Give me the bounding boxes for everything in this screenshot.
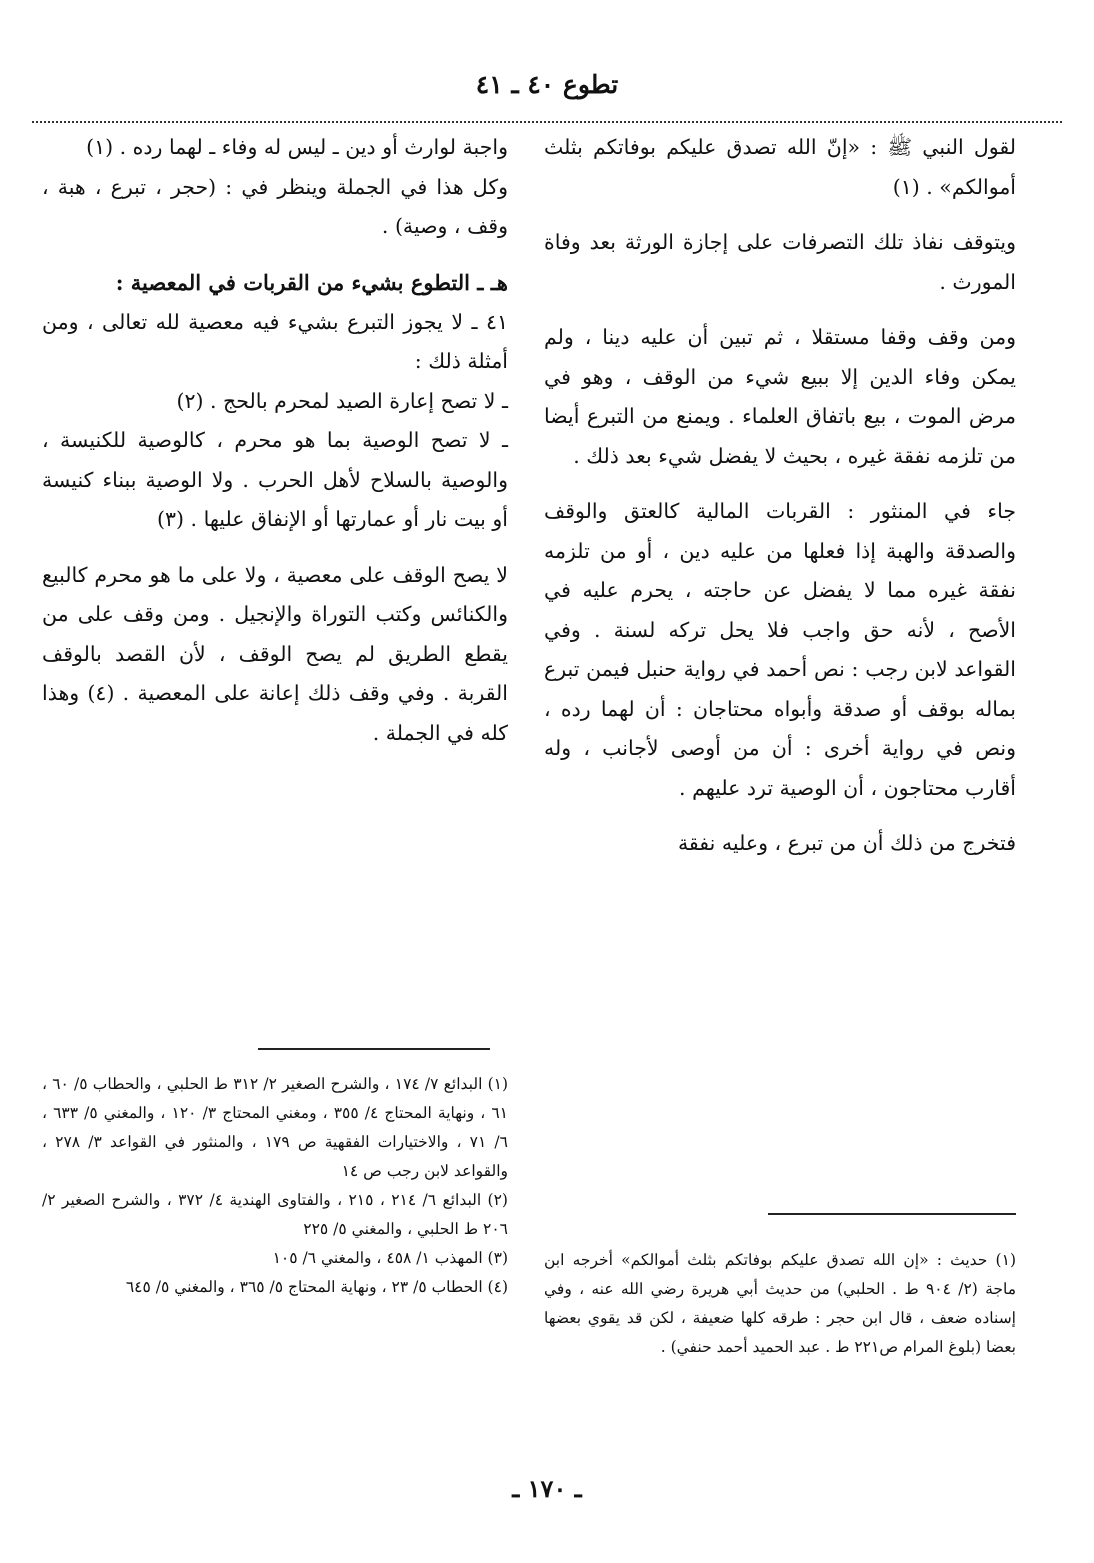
left-paragraph-1: واجبة لوارث أو دين ـ ليس له وفاء ـ لهما رده . (١)	[86, 135, 508, 159]
section-heading: هـ ـ التطوع بشيء من القربات في المعصية :	[115, 269, 508, 295]
left-column	[42, 128, 508, 769]
right-footnotes	[544, 1246, 1016, 1362]
right-footnote-divider	[768, 1213, 1016, 1215]
right-paragraph-1: لقول النبي ﷺ : «إنّ الله تصدق عليكم بوفاتكم بثلث أموالكم» . (١)	[544, 135, 1016, 199]
left-footnote-2: (٢) البدائع ٦/ ٢١٤ ، ٢١٥ ، والفتاوى الهندية ٤/ ٣٧٢ ، والشرح الصغير ٢/ ٢٠٦ ط الحلبي ، والمغني ٥/ ٢٢٥	[42, 1191, 508, 1238]
left-footnotes	[42, 1070, 508, 1302]
list-item-1: ـ لا تصح إعارة الصيد لمحرم بالحج . (٢)	[176, 388, 508, 413]
left-footnote-3: (٣) المهذب ١/ ٤٥٨ ، والمغني ٦/ ١٠٥	[272, 1249, 508, 1267]
right-paragraph-2: ويتوقف نفاذ تلك التصرفات على إجازة الورثة بعد وفاة المورث .	[544, 230, 1016, 294]
right-paragraph-5: فتخرج من ذلك أن من تبرع ، وعليه نفقة	[677, 831, 1016, 855]
page-number: ـ ١٧٠ ـ	[512, 1474, 582, 1503]
left-paragraph-2: وكل هذا في الجملة وينظر في : (حجر ، تبرع ، هبة ، وقف ، وصية) .	[42, 174, 508, 238]
left-footnote-divider	[258, 1048, 490, 1050]
left-footnote-4: (٤) الحطاب ٥/ ٢٣ ، ونهاية المحتاج ٥/ ٣٦٥ ، والمغني ٥/ ٦٤٥	[125, 1278, 508, 1296]
right-paragraph-4: جاء في المنثور : القربات المالية كالعتق والوقف والصدقة والهبة إذا فعلها من عليه دين ، أو من تلزمه نفقة غيره مما لا يفضل عن حاجته ، يحرم عليه في الأصح ، لأنه حق واجب فلا يحل تركه لسنة . وفي القواعد لابن رجب : نص أحمد في رواية حنبل فيمن تبرع بماله بوقف أو صدقة وأبواه محتاجان : أن لهما رده ، ونص في رواية أخرى : أن من أوصى لأجانب ، وله أقارب محتاجون ، أن الوصية ترد عليهم .	[544, 499, 1016, 800]
right-footnote-1: (١) حديث : «إن الله تصدق عليكم بوفاتكم بثلث أموالكم» أخرجه ابن ماجة (٢/ ٩٠٤ ط . الحلبي) من حديث أبي هريرة رضي الله عنه ، وفي إسناده ضعف ، قال ابن حجر : طرقه كلها ضعيفة ، لكن قد يقوي بعضها بعضا (بلوغ المرام ص٢٢١ ط . عبد الحميد أحمد حنفي) .	[544, 1251, 1016, 1356]
left-footnote-1: (١) البدائع ٧/ ١٧٤ ، والشرح الصغير ٢/ ٣١٢ ط الحلبي ، والحطاب ٥/ ٦٠ ، ٦١ ، ونهاية المحتاج ٤/ ٣٥٥ ، ومغني المحتاج ٣/ ١٢٠ ، والمغني ٥/ ٦٣٣ ، ٦/ ٧١ ، والاختيارات الفقهية ص ١٧٩ ، والمنثور في القواعد ٣/ ٢٧٨ ، والقواعد لابن رجب ص ١٤	[42, 1075, 509, 1180]
header-dotted-divider	[32, 121, 1062, 123]
left-paragraph-4: لا يصح الوقف على معصية ، ولا على ما هو محرم كالبيع والكنائس وكتب التوراة والإنجيل . ومن وقف على من يقطع الطريق لم يصح الوقف ، لأن القصد بالوقف القربة . وفي وقف ذلك إعانة على المعصية . (٤) وهذا كله في الجملة .	[42, 562, 508, 745]
page-header-title: تطوع ٤٠ ـ ٤١	[475, 70, 619, 99]
right-column	[544, 128, 1016, 880]
right-paragraph-3: ومن وقف وقفا مستقلا ، ثم تبين أن عليه دينا ، ولم يمكن وفاء الدين إلا ببيع شيء من الوقف ، وهو في مرض الموت ، بيع باتفاق العلماء . ويمنع من التبرع أيضا من تلزمه نفقة غيره ، بحيث لا يفضل شيء بعد ذلك .	[544, 325, 1016, 468]
left-paragraph-3: ٤١ ـ لا يجوز التبرع بشيء فيه معصية لله تعالى ، ومن أمثلة ذلك :	[42, 309, 508, 373]
list-item-2: ـ لا تصح الوصية بما هو محرم ، كالوصية للكنيسة ، والوصية بالسلاح لأهل الحرب . ولا الوصية ببناء كنيسة أو بيت نار أو عمارتها أو الإنفاق عليها . (٣)	[42, 428, 508, 531]
